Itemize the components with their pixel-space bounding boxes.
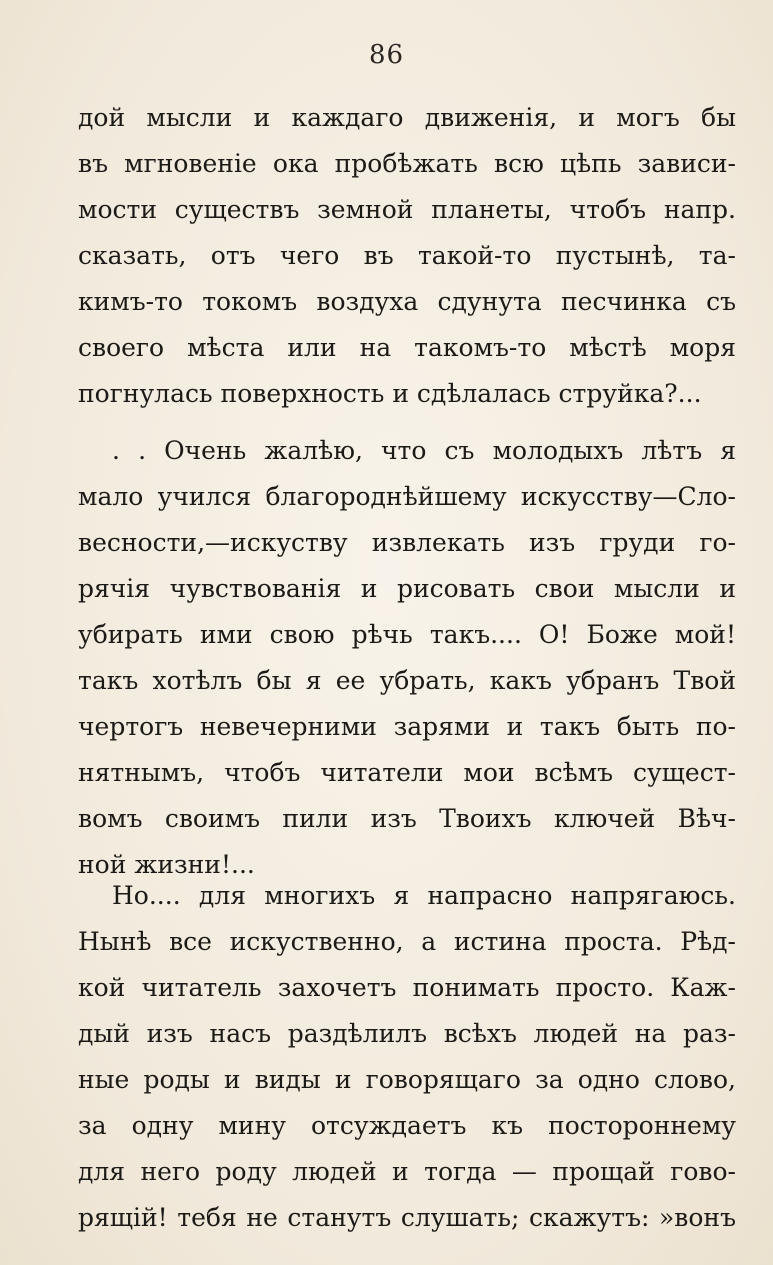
text-line: ной жизни!... xyxy=(78,850,255,879)
text-line: Но.... для многихъ я напрасно напрягаюсь. xyxy=(112,881,736,910)
text-line: рячія чувствованія и рисовать свои мысли и xyxy=(78,574,736,603)
page-number: 86 xyxy=(368,40,405,70)
text-line: кой читатель захочетъ понимать просто. Каж- xyxy=(78,973,736,1002)
text-line: дой мысли и каждаго движенія, и могъ бы xyxy=(78,103,736,132)
text-line: убирать ими свою рѣчь такъ.... О! Боже мой! xyxy=(78,620,736,649)
text-line: мости существъ земной планеты, чтобъ напр. xyxy=(78,195,736,224)
text-line: рящій! тебя не станутъ слушать; скажутъ: »вонъ xyxy=(78,1203,736,1232)
text-line: . . Очень жалѣю, что съ молодыхъ лѣтъ я xyxy=(112,436,736,465)
text-line: Нынѣ все искуственно, а истина проста. Рѣд- xyxy=(78,927,736,956)
text-line: весности,—искуству извлекать изъ груди го- xyxy=(78,528,736,557)
text-line: ные роды и виды и говорящаго за одно слово, xyxy=(78,1065,736,1094)
text-line: нятнымъ, чтобъ читатели мои всѣмъ сущест- xyxy=(78,758,736,787)
text-line: вомъ своимъ пили изъ Твоихъ ключей Вѣч- xyxy=(78,804,736,833)
paragraph-3 xyxy=(78,873,736,1241)
text-line: чертогъ невечерними зарями и такъ быть по- xyxy=(78,712,736,741)
text-line: дый изъ насъ раздѣлилъ всѣхъ людей на раз- xyxy=(78,1019,736,1048)
text-line: кимъ-то токомъ воздуха сдунута песчинка съ xyxy=(78,287,736,316)
text-line: въ мгновеніе ока пробѣжать всю цѣпь зависи- xyxy=(78,149,736,178)
text-line: за одну мину отсуждаетъ къ постороннему xyxy=(78,1111,736,1140)
text-line: своего мѣста или на такомъ-то мѣстѣ моря xyxy=(78,333,736,362)
text-line: погнулась поверхность и сдѣлалась струйка?... xyxy=(78,379,702,408)
paragraph-1 xyxy=(78,95,736,417)
paragraph-2 xyxy=(78,428,736,888)
text-line: такъ хотѣлъ бы я ее убрать, какъ убранъ Твой xyxy=(78,666,736,695)
text-line: сказать, отъ чего въ такой-то пустынѣ, та- xyxy=(78,241,736,270)
text-line: для него роду людей и тогда — прощай гово- xyxy=(78,1157,736,1186)
text-line: мало учился благороднѣйшему искусству—Сло- xyxy=(78,482,736,511)
